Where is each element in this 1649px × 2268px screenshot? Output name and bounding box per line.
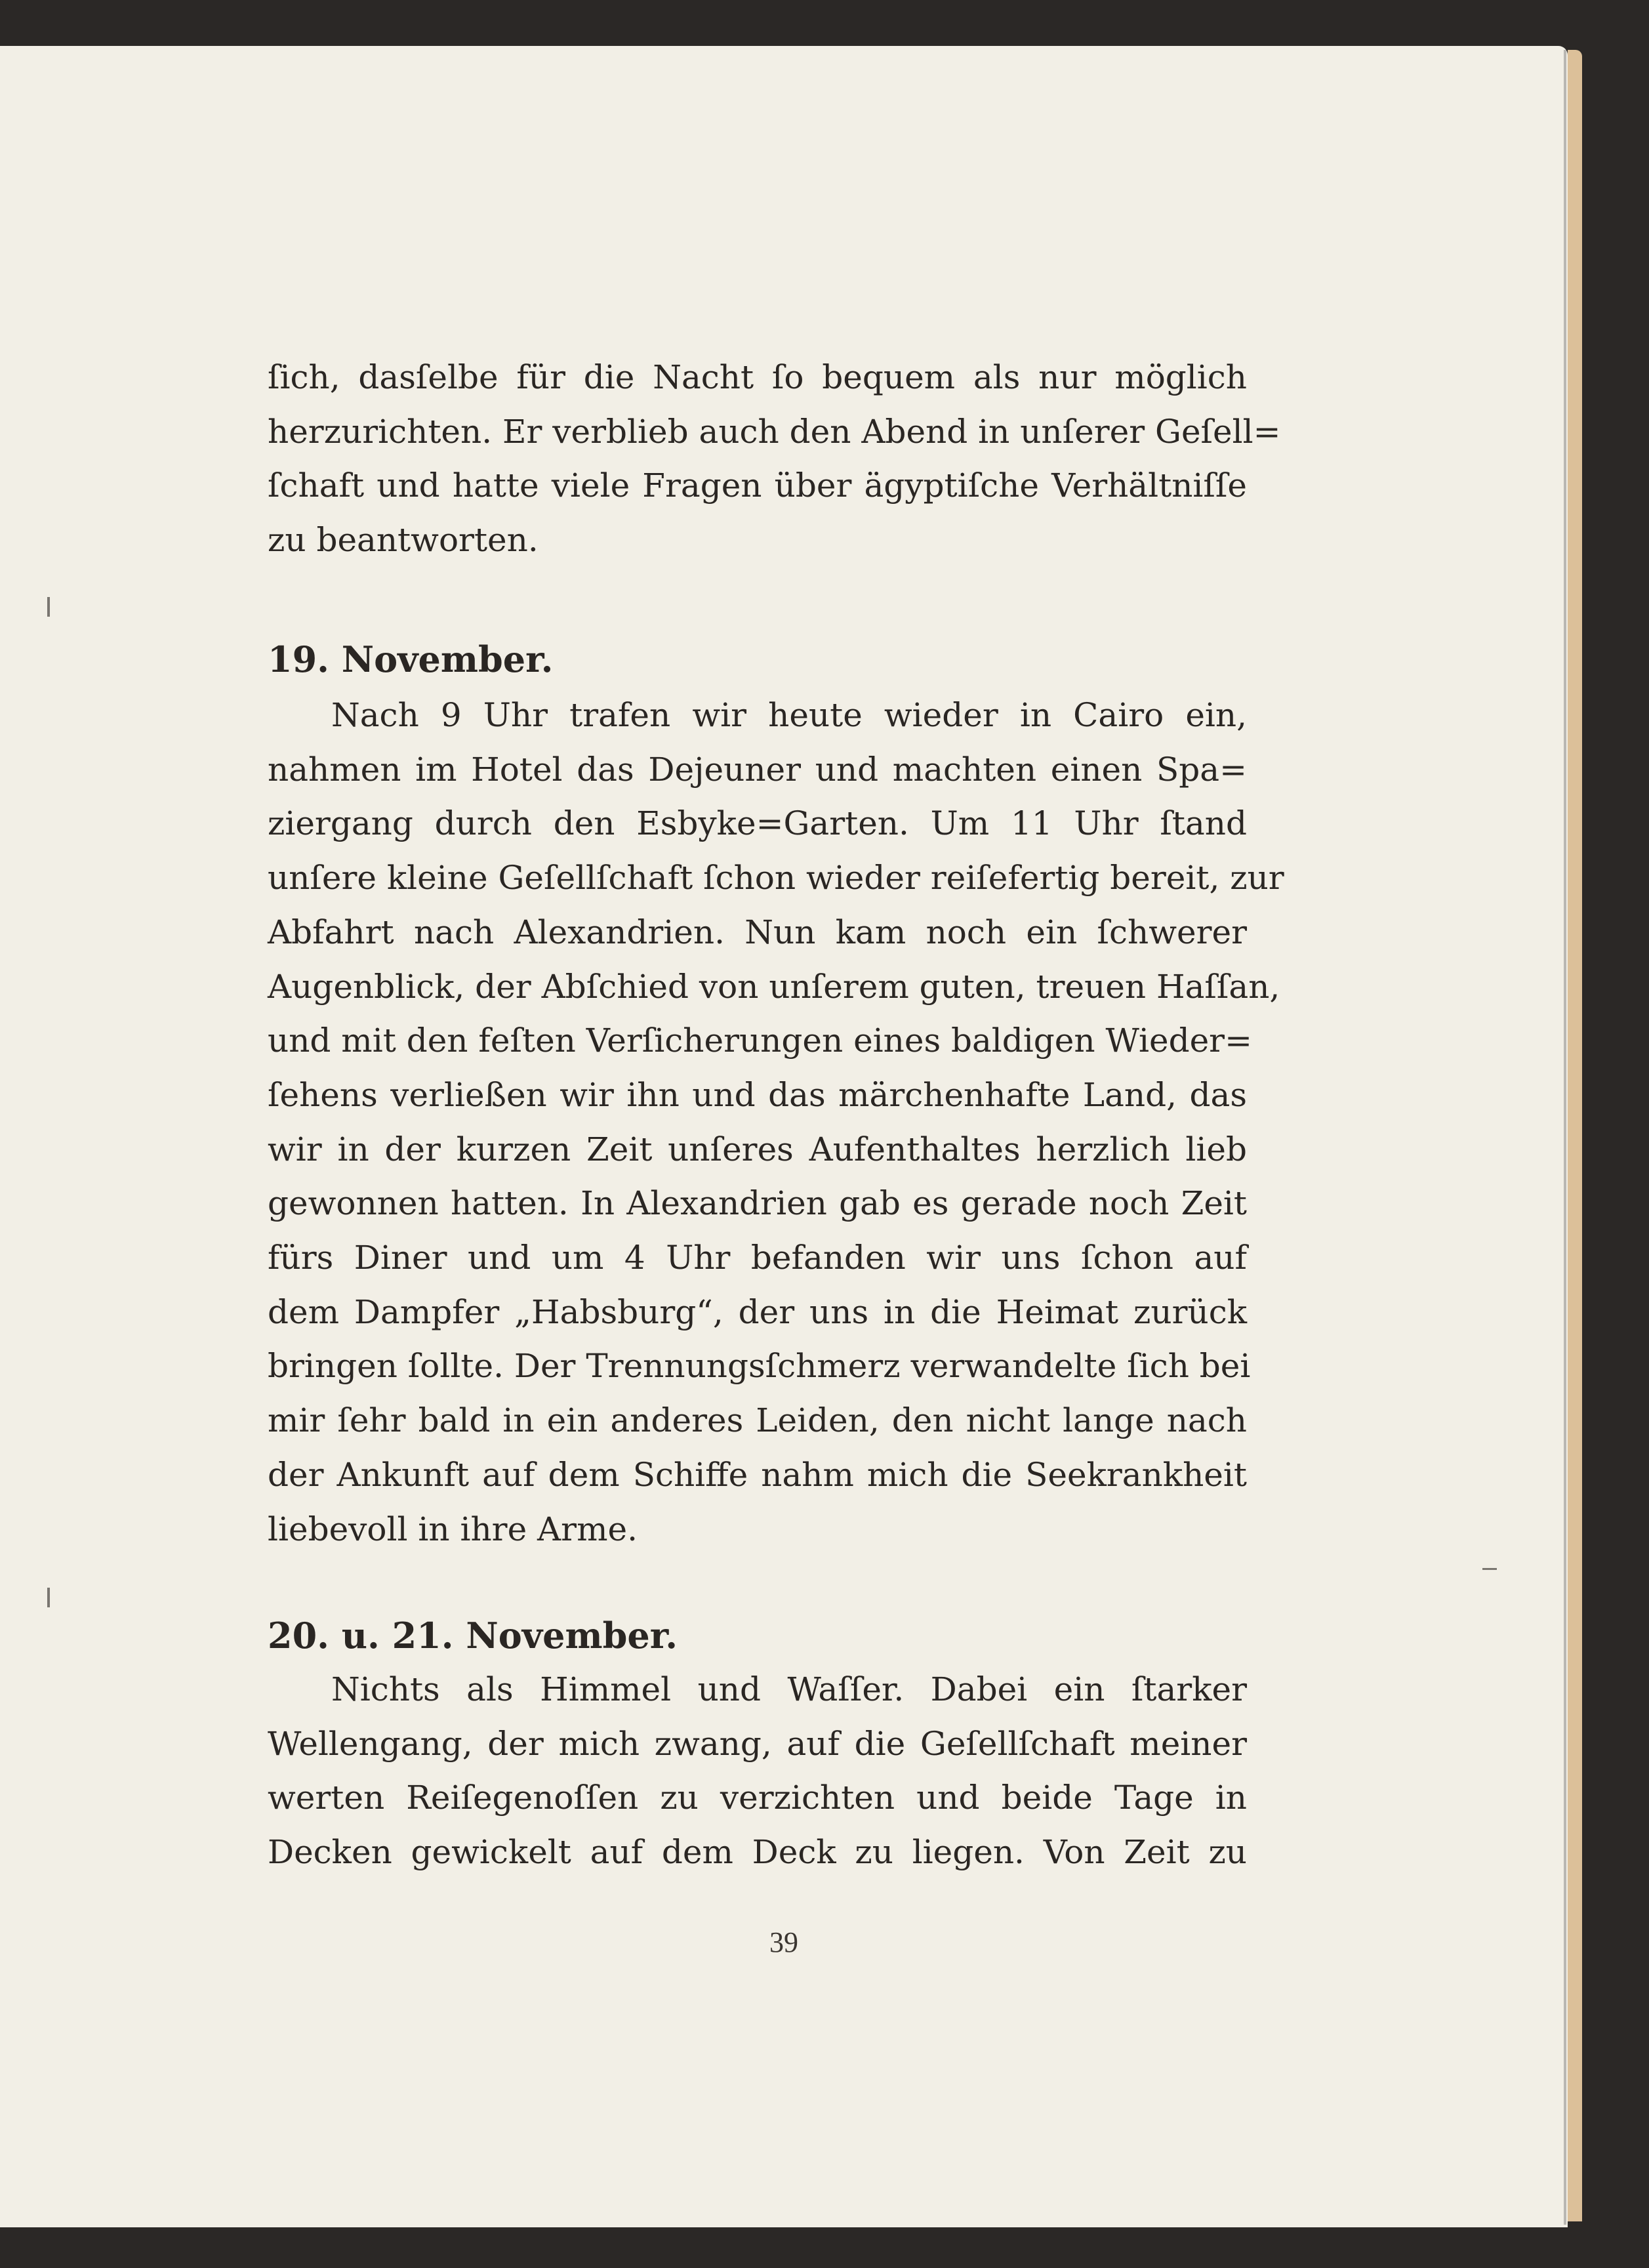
text-line: nahmen im Hotel das Dejeuner und machten einen Spa= <box>268 750 1247 789</box>
text-line: dem Dampfer „Habsburg“, der uns in die Heimat zurück <box>268 1292 1247 1331</box>
text-line: bringen ſollte. Der Trennungsſchmerz verwandelte ſich bei <box>268 1347 1251 1386</box>
text-line: Nach 9 Uhr trafen wir heute wieder in Cairo ein, <box>331 696 1247 734</box>
page-fold-edge <box>1564 50 1566 2225</box>
text-line: unſere kleine Geſellſchaft ſchon wieder reiſefertig bereit, zur <box>268 859 1284 897</box>
text-line: ſich, dasſelbe für die Nacht ſo bequem als nur möglich <box>268 358 1247 396</box>
section-heading: 20. u. 21. November. <box>268 1615 678 1657</box>
text-line: liebevoll in ihre Arme. <box>268 1510 638 1548</box>
text-line: zu beantworten. <box>268 521 539 560</box>
margin-mark <box>47 1588 50 1607</box>
section-heading: 19. November. <box>268 638 554 680</box>
margin-mark <box>1482 1568 1497 1570</box>
text-line: werten Reiſegenoſſen zu verzichten und beide Tage in <box>268 1779 1247 1817</box>
margin-mark <box>47 597 50 617</box>
text-line: der Ankunft auf dem Schiffe nahm mich die Seekrankheit <box>268 1455 1247 1494</box>
text-line: gewonnen hatten. In Alexandrien gab es gerade noch Zeit <box>268 1184 1247 1223</box>
text-line: Nichts als Himmel und Waſſer. Dabei ein ſtarker <box>331 1670 1247 1708</box>
text-line: herzurichten. Er verblieb auch den Abend in unſerer Geſell= <box>268 412 1281 451</box>
text-line: ziergang durch den Esbyke=Garten. Um 11 Uhr ſtand <box>268 804 1247 843</box>
text-line: wir in der kurzen Zeit unſeres Aufenthaltes herzlich lieb <box>268 1130 1247 1168</box>
text-line: Abfahrt nach Alexandrien. Nun kam noch ein ſchwerer <box>268 913 1247 951</box>
text-line: Augenblick, der Abſchied von unſerem guten, treuen Haſſan, <box>268 967 1280 1006</box>
text-line: fürs Diner und um 4 Uhr befanden wir uns ſchon auf <box>268 1239 1247 1277</box>
text-line: mir ſehr bald in ein anderes Leiden, den nicht lange nach <box>268 1401 1247 1440</box>
page-stack-edge <box>1568 50 1582 2221</box>
text-line: ſehens verließen wir ihn und das märchenhafte Land, das <box>268 1075 1247 1114</box>
text-line: Wellengang, der mich zwang, auf die Geſellſchaft meiner <box>268 1724 1247 1763</box>
text-line: ſchaft und hatte viele Fragen über ägyptiſche Verhältniſſe <box>268 466 1247 505</box>
text-line: Decken gewickelt auf dem Deck zu liegen. Von Zeit zu <box>268 1833 1247 1872</box>
text-line: und mit den feſten Verſicherungen eines baldigen Wieder= <box>268 1021 1252 1060</box>
page-number: 39 <box>769 1926 798 1958</box>
